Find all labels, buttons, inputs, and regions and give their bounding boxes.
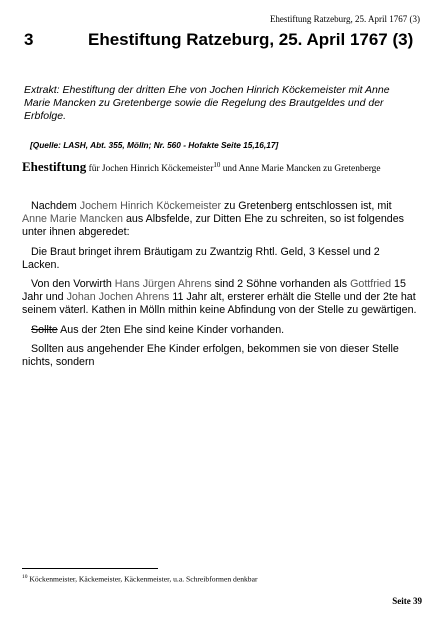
struck-word: Sollte [31,323,58,336]
source-citation: [Quelle: LASH, Abt. 355, Mölln; Nr. 560 - Hofakte Seite 15,16,17] [30,140,279,150]
body-text [22,200,418,375]
footnote [22,574,422,584]
text-run: 15 Jahr und [22,278,406,304]
person-name: Anne Marie Mancken [22,213,123,226]
paragraph-2: Die Braut bringet ihrem Bräutigam zu Zwantzig Rhtl. Geld, 3 Kessel und 2 Lacken. [22,245,380,271]
text-run: Aus der 2ten Ehe sind keine Kinder vorhanden. [57,323,285,336]
footnote-divider [22,568,158,569]
heading-keyword: Ehestiftung [22,159,87,174]
chapter-title: Ehestiftung Ratzeburg, 25. April 1767 (3) [88,30,414,49]
abstract-text: Extrakt: Ehestiftung der dritten Ehe von Jochen Hinrich Köckemeister mit Anne Marie Mancken zu Gretenberge sowie die Regelung des Brautgeldes und der Erbfolge. [24,84,390,122]
paragraph-4 [22,324,418,337]
heading-part-1: für Jochen Hinrich Köckemeister [86,164,214,174]
person-name: Gottfried [350,278,392,291]
paragraph-5: Sollten aus angehender Ehe Kinder erfolgen, bekommen sie von dieser Stelle nichts, sondern [22,342,399,369]
person-name: Johan Jochen Ahrens [66,291,170,304]
text-run: zu Gretenberg entschlossen ist, mit [221,200,392,212]
running-head: Ehestiftung Ratzeburg, 25. April 1767 (3) [269,14,420,24]
text-run: sind 2 Söhne vorhanden als [211,278,351,291]
text-run: Nachdem [31,200,80,212]
paragraph-1 [22,200,418,240]
document-heading [22,160,418,176]
footnote-marker: 10 [22,574,28,580]
paragraph-3 [22,278,418,318]
chapter-number: 3 [24,30,34,49]
footnote-text: Köckenmeister, Käckemeister, Käckenmeister, u.a. Schreibformen denkbar [29,574,258,584]
person-name: Hans Jürgen Ahrens [114,278,212,291]
footnote-reference[interactable]: 10 [213,160,221,169]
text-run: 11 Jahr alt, ersterer erhält die Stelle und der 2te hat seinem väterl. Kathen in Mölln mithin keine Abfindung von der Stelle zu gewärtigen. [22,291,417,317]
heading-part-2: und Anne Marie Mancken zu Gretenberge [220,164,381,174]
text-run: aus Albsfelde, zur Ditten Ehe zu schreiten, so ist folgendes unter ihnen abgeredet: [22,213,405,239]
page-number: Seite 39 [392,596,422,606]
text-run: Von den Vorwirth [31,278,115,291]
person-name: Jochem Hinrich Köckemeister [79,200,222,212]
